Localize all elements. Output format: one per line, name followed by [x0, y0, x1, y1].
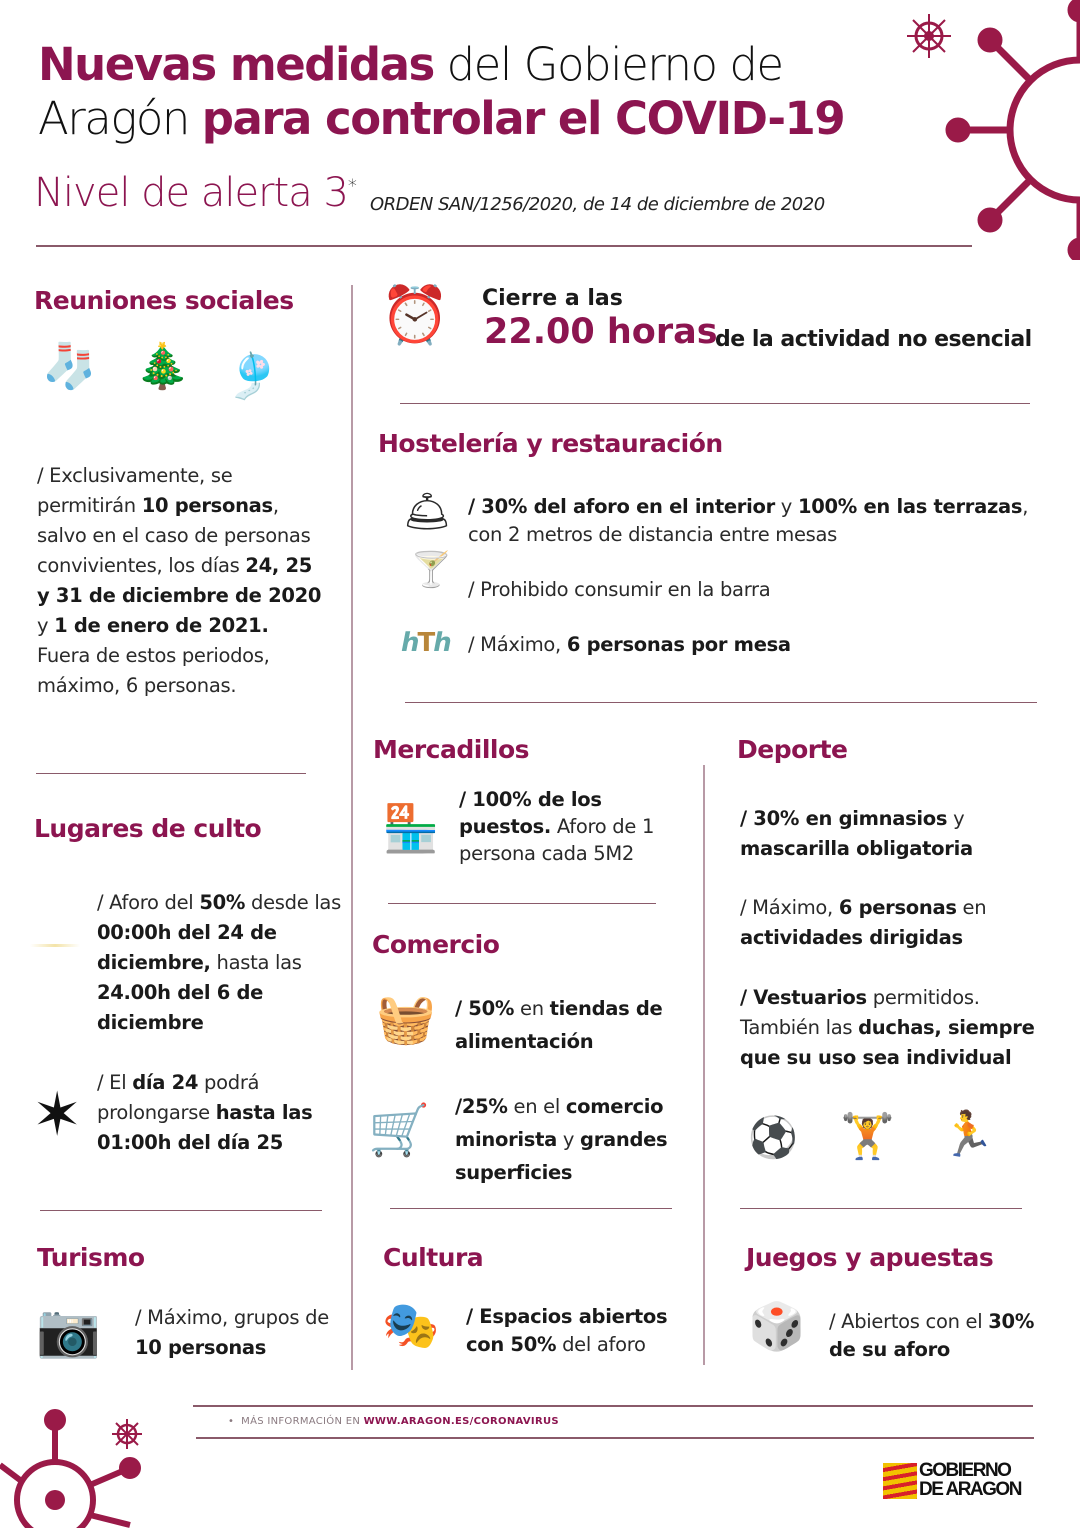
- text-segment: Aforo de 1 persona cada 5M2: [459, 815, 655, 865]
- text-segment: permitidos. También las: [740, 986, 980, 1039]
- text-segment: / Máximo, grupos de: [135, 1306, 329, 1329]
- bold-text-segment: para controlar el COVID-19: [201, 92, 845, 145]
- bold-text-segment: / Espacios abiertos con 50%: [466, 1305, 668, 1356]
- bold-text-segment: Nuevas medidas: [38, 38, 434, 91]
- bold-text-segment: duchas, siempre que su uso sea individual: [740, 1016, 1035, 1069]
- alarm-clock-icon: ⏰: [380, 283, 450, 348]
- text-segment: , salvo en el caso de personas convivientes, los días: [37, 494, 311, 577]
- text-segment: y: [947, 807, 965, 830]
- hosteleria-item-2: [468, 575, 1028, 605]
- cierre-hour: 22.00 horas: [484, 312, 718, 352]
- text-segment: y: [556, 1128, 581, 1151]
- bold-text-segment: hasta las 01:00h del día 25: [97, 1101, 313, 1154]
- section-title-cultura: Cultura: [383, 1243, 484, 1272]
- culto-item-1: [97, 888, 347, 1038]
- bold-text-segment: / 30% del aforo en el interior: [468, 495, 775, 518]
- bold-text-segment: / 30% en gimnasios: [740, 807, 948, 830]
- cierre-line-1: Cierre a las: [482, 286, 623, 311]
- more-info-label: MÁS INFORMACIÓN EN: [241, 1416, 364, 1427]
- text-segment: , con 2 metros de distancia entre mesas: [468, 495, 1029, 546]
- text-segment: Fuera de estos periodos, máximo, 6 personas.: [37, 644, 270, 697]
- bold-text-segment: día 24: [132, 1071, 199, 1094]
- bold-text-segment: grandes superficies: [455, 1128, 668, 1184]
- section-title-turismo: Turismo: [37, 1243, 145, 1272]
- alert-level-text: Nivel de alerta 3: [34, 170, 348, 216]
- asterisk: *: [347, 175, 356, 197]
- text-segment: desde las: [245, 891, 341, 914]
- bold-text-segment: tiendas de alimentación: [455, 997, 663, 1053]
- turismo-text: [135, 1303, 335, 1363]
- page-title: [38, 38, 844, 146]
- shopping-cart-icon: 🛒: [368, 1101, 431, 1159]
- divider: [193, 1405, 1033, 1407]
- cultura-text: [466, 1303, 696, 1359]
- divider: [36, 773, 306, 774]
- section-title-hosteleria: Hostelería y restauración: [378, 429, 723, 458]
- deporte-item-1: [740, 804, 1060, 864]
- comercio-item-1: [455, 992, 695, 1058]
- section-title-juegos: Juegos y apuestas: [746, 1243, 994, 1272]
- section-title-culto: Lugares de culto: [34, 814, 262, 843]
- logo-line-1: GOBIERNO: [919, 1460, 1011, 1481]
- small-virus-icon: [110, 1417, 144, 1451]
- bold-text-segment: 6 personas: [838, 896, 957, 919]
- divider: [36, 245, 972, 247]
- text-segment: / Máximo,: [468, 633, 567, 656]
- text-segment: / Abiertos con el: [829, 1310, 989, 1333]
- star-icon: ✶: [32, 1080, 83, 1150]
- text-segment: del aforo: [556, 1333, 646, 1356]
- table-chairs-icon: ℎTℎ: [401, 628, 450, 658]
- small-virus-icon: [905, 12, 953, 60]
- bold-text-segment: /25%: [455, 1095, 508, 1118]
- divider: [740, 1208, 1022, 1209]
- bold-text-segment: 30% de su aforo: [829, 1310, 1035, 1361]
- bold-text-segment: 1 de enero de 2021.: [54, 614, 269, 637]
- hosteleria-item-3: [468, 630, 1028, 660]
- divider: [405, 702, 1037, 703]
- section-title-deporte: Deporte: [737, 735, 848, 764]
- government-logo: [919, 1461, 1021, 1499]
- bold-text-segment: 10 personas: [135, 1336, 267, 1359]
- section-title-reuniones: Reuniones sociales: [34, 286, 294, 315]
- serving-cloche-icon: 🛎: [403, 489, 452, 533]
- text-segment: y: [37, 614, 55, 637]
- food-basket-icon: 🧺: [376, 991, 436, 1047]
- text-segment: / Aforo del: [97, 891, 200, 914]
- text-segment: del Gobierno de: [433, 38, 783, 91]
- mercadillos-text: [459, 786, 689, 867]
- juegos-text: [829, 1308, 1049, 1364]
- more-info: • MÁS INFORMACIÓN EN WWW.ARAGON.ES/CORONAVIRUS: [228, 1416, 559, 1427]
- market-stall-icon: 🏪: [382, 801, 440, 855]
- section-title-comercio: Comercio: [372, 930, 500, 959]
- divider: [40, 1210, 322, 1211]
- reuniones-text: [37, 461, 322, 701]
- bold-text-segment: actividades dirigidas: [740, 926, 963, 949]
- deporte-item-2: [740, 893, 1060, 953]
- divider: [400, 403, 1030, 404]
- more-info-link[interactable]: WWW.ARAGON.ES/CORONAVIRUS: [363, 1416, 559, 1427]
- bold-text-segment: / Vestuarios: [740, 986, 867, 1009]
- christmas-tree-icon: 🎄: [135, 341, 190, 392]
- bold-text-segment: comercio minorista: [455, 1095, 664, 1151]
- bold-text-segment: 10 personas: [141, 494, 273, 517]
- bold-text-segment: 6 personas por mesa: [566, 633, 791, 656]
- text-segment: / Prohibido consumir en la barra: [468, 578, 771, 601]
- stocking-icon: 🧦: [42, 341, 97, 392]
- bold-text-segment: / 50%: [455, 997, 515, 1020]
- column-divider: [351, 285, 353, 1370]
- section-title-mercadillos: Mercadillos: [373, 735, 530, 764]
- cocktail-icon: 🍸: [410, 550, 453, 590]
- text-segment: / Máximo,: [740, 896, 839, 919]
- text-segment: en el: [507, 1095, 566, 1118]
- order-reference: ORDEN SAN/1256/2020, de 14 de diciembre de 2020: [370, 194, 825, 215]
- deporte-item-3: [740, 983, 1060, 1073]
- text-segment: / El: [97, 1071, 133, 1094]
- text-segment: podrá prolongarse: [97, 1071, 260, 1124]
- ornaments-icon: 🎐: [225, 351, 280, 402]
- camera-icon: 📷: [36, 1301, 101, 1361]
- alert-level: [34, 170, 356, 216]
- bold-text-segment: 100% en las terrazas: [797, 495, 1023, 518]
- text-segment: en: [514, 997, 550, 1020]
- text-segment: y: [774, 495, 798, 518]
- divider: [390, 1208, 672, 1209]
- bold-text-segment: 24, 25 y 31 de diciembre de 2020: [37, 554, 322, 607]
- divider: [388, 903, 656, 904]
- text-segment: / Exclusivamente, se permitirán: [37, 464, 233, 517]
- comercio-item-2: [455, 1090, 700, 1189]
- bold-text-segment: mascarilla obligatoria: [740, 837, 973, 860]
- casino-chips-icon: 🎲: [748, 1299, 806, 1353]
- logo-line-2: DE ARAGON: [919, 1479, 1021, 1500]
- bold-text-segment: 50%: [199, 891, 246, 914]
- light-spark-icon: [30, 944, 80, 947]
- cierre-line-2: de la actividad no esencial: [715, 327, 1032, 352]
- theater-masks-icon: 🎭: [382, 1298, 440, 1352]
- title-line-2: [38, 92, 844, 146]
- divider: [196, 1437, 1034, 1439]
- culto-item-2: [97, 1068, 337, 1158]
- hosteleria-item-1: [468, 493, 1048, 549]
- runner-icon: 🏃: [940, 1109, 995, 1160]
- bold-text-segment: 24.00h del 6 de diciembre: [97, 981, 264, 1034]
- aragon-flag-logo-icon: [883, 1463, 917, 1499]
- column-divider: [703, 765, 705, 1365]
- soccer-ball-icon: ⚽: [748, 1115, 798, 1161]
- bold-text-segment: 00:00h del 24 de diciembre,: [97, 921, 277, 974]
- weightlifter-icon: 🏋: [840, 1111, 895, 1162]
- bold-text-segment: / 100% de los puestos.: [459, 788, 602, 838]
- virus-decoration-icon: [940, 0, 1080, 260]
- text-segment: hasta las: [210, 951, 302, 974]
- text-segment: Aragón: [38, 92, 202, 145]
- text-segment: en: [956, 896, 987, 919]
- title-line-1: [38, 38, 844, 92]
